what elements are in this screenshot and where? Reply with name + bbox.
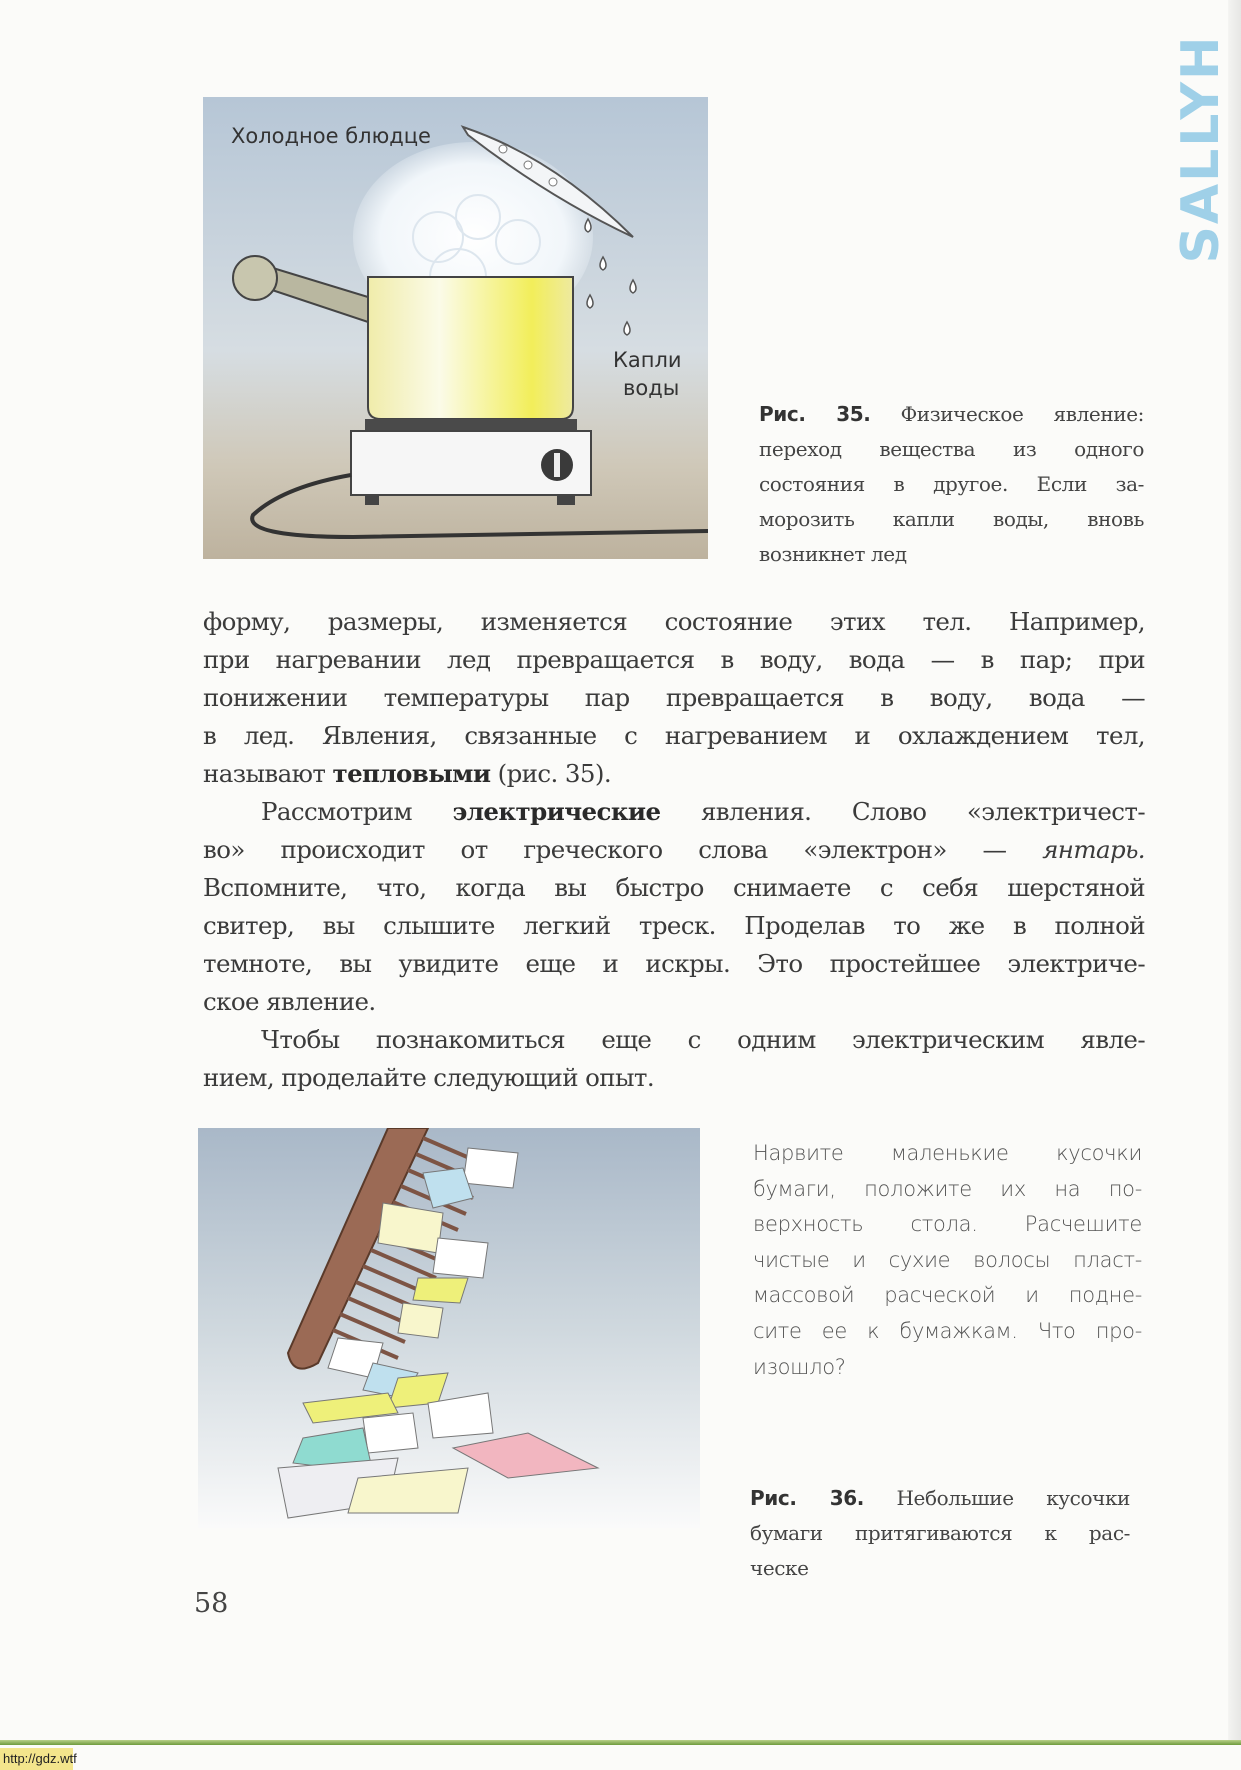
label-drops-1: Капли: [613, 348, 682, 372]
page-number: 58: [194, 1588, 229, 1619]
paragraph-electric: Рассмотрим электрические явления. Слово «электричест- во» происходит от греческого слова «электрон» — янтарь. Вспомните, что, когда вы быстро снимаете с себя шерстяной свитер, вы слышите легкий треск. Проделав то же в полной темноте, вы увидите еще и искры. Это простейшее электриче- ское явление.: [203, 797, 1146, 1016]
figure-36-illustration: [198, 1128, 700, 1574]
figure-35-illustration: [203, 97, 708, 559]
paragraph-thermal: форму, размеры, изменяется состояние этих тел. Например, при нагревании лед превращается в воду, вода — в пар; при понижении температуры пар превращается в воду, вода — в лед. Явления, связанные с нагреванием и охлаждением тел, называют тепловыми (рис. 35).: [203, 607, 1145, 788]
term-thermal: тепловыми: [332, 759, 491, 788]
caption-label: Рис. 36.: [750, 1486, 864, 1510]
footer-bar: [0, 1740, 1241, 1745]
body-text: [203, 603, 1145, 1097]
figure-36-caption: Рис. 36. Небольшие кусочки бумаги притягиваются к рас- ческе: [750, 1486, 1130, 1580]
source-url-link[interactable]: http://gdz.wtf: [0, 1748, 73, 1770]
experiment-instructions: Нарвите маленькие кусочки бумаги, положите их на по- верхность стола. Расчешите чистые и сухие волосы пласт- массовой расческой и подне- сите ее к бумажкам. Что про- изошло?: [753, 1141, 1142, 1379]
label-cold-saucer: Холодное блюдце: [231, 124, 431, 148]
label-drops-2: воды: [623, 376, 680, 400]
figure-35-caption: Рис. 35. Физическое явление: переход вещества из одного состояния в другое. Если за- морозить капли воды, вновь возникнет лед: [759, 402, 1144, 566]
watermark: SALLYH: [1171, 34, 1231, 264]
caption-label: Рис. 35.: [759, 402, 871, 426]
paragraph-experiment: Чтобы познакомиться еще с одним электрическим явле- нием, проделайте следующий опыт.: [203, 1025, 1145, 1092]
term-electric: электрические: [452, 797, 661, 826]
term-amber: янтарь.: [1042, 835, 1145, 864]
